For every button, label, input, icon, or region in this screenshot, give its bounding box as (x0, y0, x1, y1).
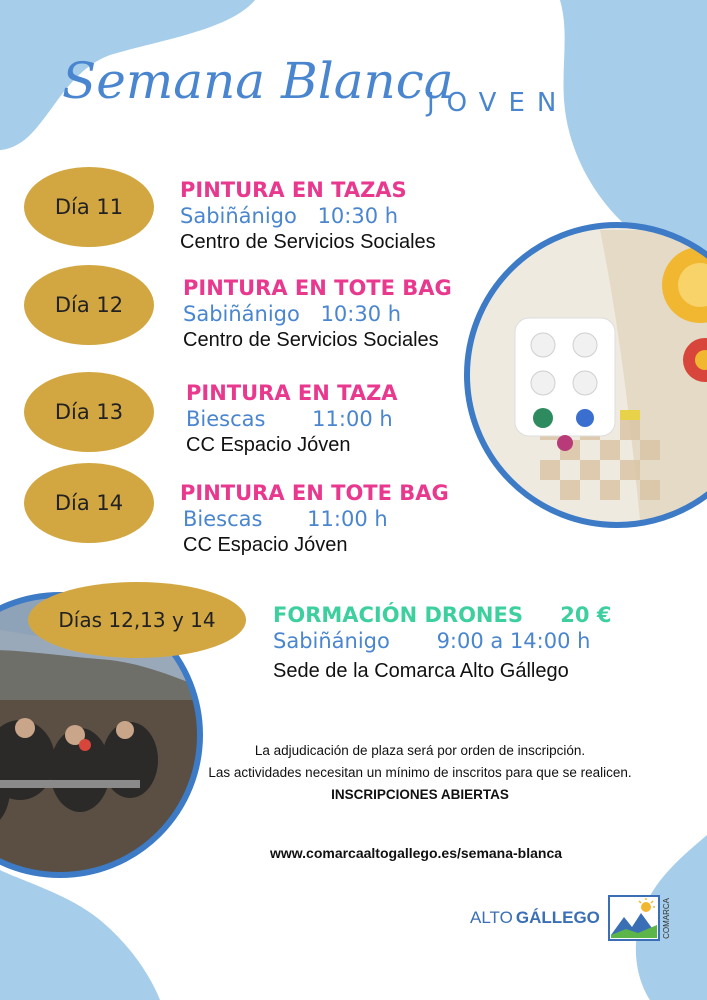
event-time: 11:00 h (307, 507, 388, 531)
event-item (183, 276, 452, 352)
activity-name: PINTURA EN TOTE BAG (180, 481, 449, 505)
day-badge: Día 14 (24, 463, 154, 543)
event-time: 10:30 h (320, 302, 402, 326)
event-place (180, 204, 436, 228)
drones-activity-name: FORMACIÓN DRONES (273, 603, 523, 627)
event-time: 11:00 h (312, 407, 393, 431)
event-town: Sabiñánigo (180, 204, 297, 228)
note-line: Las actividades necesitan un mínimo de inscritos para que se realicen. (208, 765, 632, 780)
event-item (180, 481, 449, 557)
activity-name: PINTURA EN TAZAS (180, 178, 407, 202)
drones-place (273, 629, 611, 653)
event-item (186, 381, 398, 457)
drones-time: 9:00 a 14:00 h (436, 629, 591, 653)
drones-event (273, 603, 611, 683)
event-venue: Centro de Servicios Sociales (183, 329, 439, 351)
day-badge-drones: Días 12,13 y 14 (28, 582, 246, 658)
event-town: Biescas (183, 507, 263, 531)
event-venue: CC Espacio Jóven (186, 434, 351, 456)
website-link[interactable]: www.comarcaaltogallego.es/semana-blanca (270, 845, 563, 861)
event-place (186, 407, 398, 431)
registration-open: INSCRIPCIONES ABIERTAS (331, 787, 509, 802)
title-semana-blanca: Semana Blanca (62, 52, 454, 110)
day-badge: Día 12 (24, 265, 154, 345)
drones-price: 20 € (560, 603, 612, 627)
alto-gallego-logo (470, 895, 671, 941)
event-town: Sabiñánigo (183, 302, 300, 326)
painting-photo (460, 220, 707, 540)
drones-activity (273, 603, 611, 627)
event-town: Biescas (186, 407, 266, 431)
mountain-sun-logo-icon (608, 895, 660, 941)
event-place (183, 507, 449, 531)
logo-gallego-text: GÁLLEGO (515, 908, 600, 927)
bottom-left-blob (0, 870, 160, 1000)
event-item (180, 178, 436, 254)
logo-alto-text: ALTO (470, 908, 513, 927)
note-line: La adjudicación de plaza será por orden de inscripción. (254, 743, 586, 758)
title-joven: JOVEN (427, 88, 569, 118)
notes-block (150, 740, 690, 806)
event-time: 10:30 h (317, 204, 399, 228)
event-place (183, 302, 452, 326)
event-venue: CC Espacio Jóven (183, 534, 348, 556)
event-venue: Centro de Servicios Sociales (180, 231, 436, 253)
drones-venue: Sede de la Comarca Alto Gállego (273, 660, 569, 682)
drones-town: Sabiñánigo (273, 629, 390, 653)
day-badge: Día 11 (24, 167, 154, 247)
activity-name: PINTURA EN TAZA (186, 381, 398, 405)
day-badge: Día 13 (24, 372, 154, 452)
logo-comarca-text: COMARCA (661, 897, 671, 939)
activity-name: PINTURA EN TOTE BAG (183, 276, 452, 300)
